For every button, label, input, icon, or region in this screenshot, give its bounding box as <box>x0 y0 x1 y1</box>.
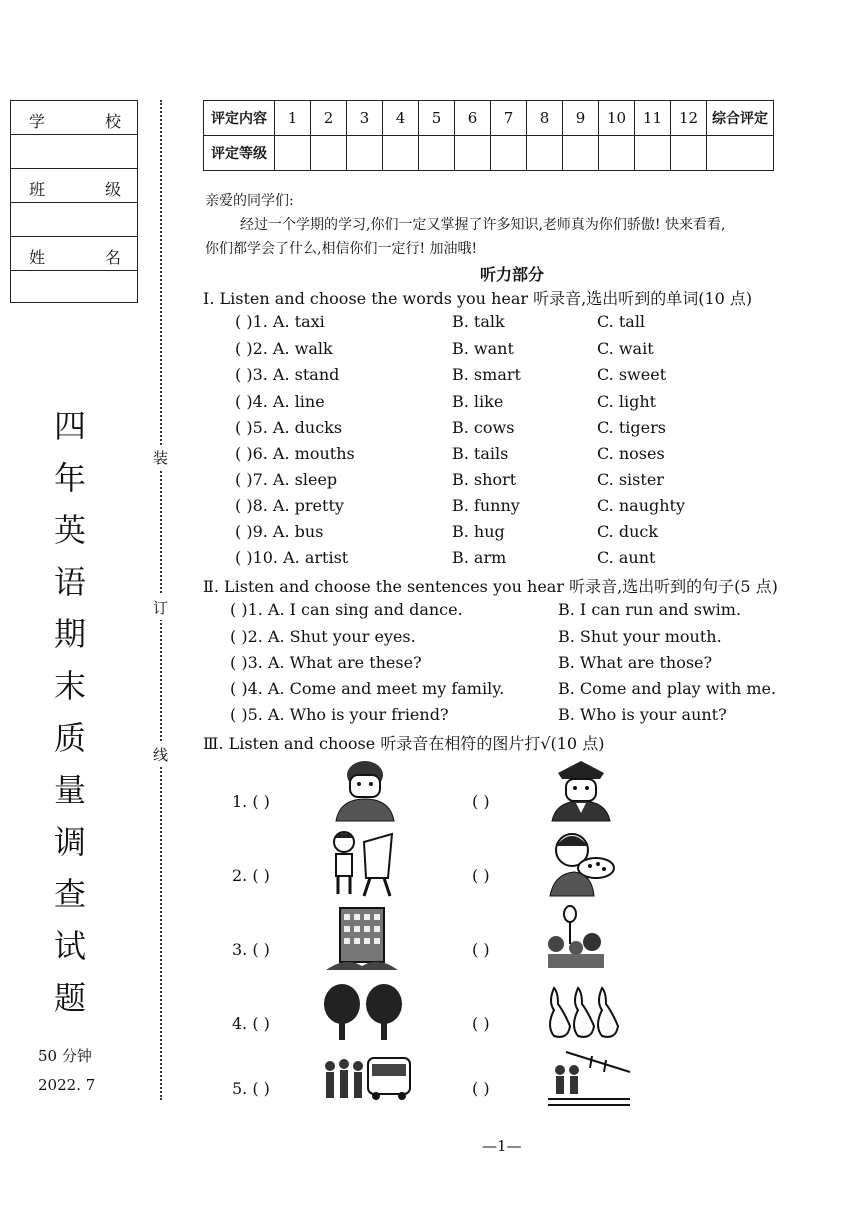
class-field[interactable] <box>11 203 137 237</box>
boy-painting-at-easel-picture <box>326 828 398 898</box>
greeting-line-3: 你们都学会了什么,相信你们一定行! 加油哦! <box>205 241 478 257</box>
title-char: 题 <box>53 979 86 1017</box>
score-overall-cell[interactable] <box>707 136 774 171</box>
score-grade-cell[interactable] <box>563 136 599 171</box>
part1-item-1-b[interactable]: B. talk <box>452 312 505 331</box>
part1-item-6-a[interactable]: ( )6. A. mouths <box>235 444 355 463</box>
part2-item-5-a[interactable]: ( )5. A. Who is your friend? <box>230 705 449 724</box>
binding-char-ding: 订 <box>153 595 168 620</box>
score-grade-cell[interactable] <box>491 136 527 171</box>
part3-item-5-right-blank[interactable]: ( ) <box>472 1079 490 1098</box>
title-char: 质 <box>53 719 86 757</box>
part1-item-7-c[interactable]: C. sister <box>597 470 664 489</box>
score-col-number: 7 <box>491 101 527 136</box>
part1-item-3-b[interactable]: B. smart <box>452 365 521 384</box>
part1-item-2-c[interactable]: C. wait <box>597 339 654 358</box>
part2-item-3-b[interactable]: B. What are those? <box>558 653 713 672</box>
title-char: 调 <box>53 823 86 861</box>
trees-picture <box>322 980 406 1042</box>
score-grade-cell[interactable] <box>635 136 671 171</box>
score-col-number: 6 <box>455 101 491 136</box>
title-char: 查 <box>53 875 86 913</box>
part1-item-4-b[interactable]: B. like <box>452 392 504 411</box>
student-info-box <box>10 100 138 303</box>
part1-item-8-b[interactable]: B. funny <box>452 496 520 515</box>
part3-item-3-left-blank[interactable]: 3. ( ) <box>232 940 270 959</box>
exam-date: 2022. 7 <box>38 1076 96 1094</box>
binding-char-zhuang: 装 <box>153 445 168 470</box>
score-col-number: 5 <box>419 101 455 136</box>
title-char: 英 <box>53 511 86 549</box>
part2-heading: Ⅱ. Listen and choose the sentences you hear 听录音,选出听到的句子(5 点) <box>203 577 778 596</box>
part2-item-5-b[interactable]: B. Who is your aunt? <box>558 705 727 724</box>
children-at-crosswalk-picture <box>546 1048 632 1108</box>
score-col-number: 12 <box>671 101 707 136</box>
title-char: 试 <box>53 927 86 965</box>
exam-duration: 50 分钟 <box>38 1047 92 1065</box>
part3-item-5-left-blank[interactable]: 5. ( ) <box>232 1079 270 1098</box>
score-grade-cell[interactable] <box>455 136 491 171</box>
score-col-number: 11 <box>635 101 671 136</box>
title-char: 四 <box>53 407 86 445</box>
title-char: 量 <box>53 771 86 809</box>
part3-item-4-left-blank[interactable]: 4. ( ) <box>232 1014 270 1033</box>
score-overall-label: 综合评定 <box>707 101 774 136</box>
score-grade-cell[interactable] <box>383 136 419 171</box>
score-col-number: 1 <box>275 101 311 136</box>
part1-heading: Ⅰ. Listen and choose the words you hear 听录音,选出听到的单词(10 点) <box>203 289 753 308</box>
tall-building-picture <box>326 904 398 972</box>
part1-item-1-a[interactable]: ( )1. A. taxi <box>235 312 325 331</box>
score-content-label: 评定内容 <box>204 101 275 136</box>
score-grade-cell[interactable] <box>311 136 347 171</box>
name-label-a: 姓 <box>29 248 46 267</box>
page-number: —1— <box>482 1137 522 1155</box>
part3-item-4-right-blank[interactable]: ( ) <box>472 1014 490 1033</box>
score-col-number: 9 <box>563 101 599 136</box>
part2-item-4-a[interactable]: ( )4. A. Come and meet my family. <box>230 679 505 698</box>
greeting-line-2: 经过一个学期的学习,你们一定又掌握了许多知识,老师真为你们骄傲! 快来看看, <box>240 217 726 233</box>
vertical-title <box>50 400 90 1024</box>
score-col-number: 10 <box>599 101 635 136</box>
soldier-picture <box>330 757 400 823</box>
boy-with-palette-picture <box>546 828 618 898</box>
part3-item-1-left-blank[interactable]: 1. ( ) <box>232 792 270 811</box>
part1-item-9-a[interactable]: ( )9. A. bus <box>235 522 324 541</box>
score-grade-cell[interactable] <box>275 136 311 171</box>
part1-item-3-c[interactable]: C. sweet <box>597 365 667 384</box>
part2-item-2-b[interactable]: B. Shut your mouth. <box>558 627 722 646</box>
school-label-a: 学 <box>29 112 46 131</box>
name-label-b: 名 <box>104 248 121 267</box>
title-char: 末 <box>53 667 86 705</box>
part1-item-2-b[interactable]: B. want <box>452 339 514 358</box>
part1-item-6-b[interactable]: B. tails <box>452 444 509 463</box>
part1-item-9-b[interactable]: B. hug <box>452 522 505 541</box>
part1-item-5-c[interactable]: C. tigers <box>597 418 666 437</box>
name-field[interactable] <box>11 271 137 302</box>
part1-item-10-b[interactable]: B. arm <box>452 548 507 567</box>
part1-item-5-b[interactable]: B. cows <box>452 418 515 437</box>
part3-item-2-left-blank[interactable]: 2. ( ) <box>232 866 270 885</box>
part1-item-8-c[interactable]: C. naughty <box>597 496 686 515</box>
part1-item-5-a[interactable]: ( )5. A. ducks <box>235 418 343 437</box>
part1-item-6-c[interactable]: C. noses <box>597 444 665 463</box>
class-label-a: 班 <box>29 180 46 199</box>
school-field[interactable] <box>11 135 137 169</box>
score-col-number: 4 <box>383 101 419 136</box>
section-title: 听力部分 <box>480 265 545 284</box>
score-col-number: 8 <box>527 101 563 136</box>
part1-item-10-c[interactable]: C. aunt <box>597 548 656 567</box>
geese-picture <box>544 982 620 1044</box>
part2-item-3-a[interactable]: ( )3. A. What are these? <box>230 653 422 672</box>
score-col-number: 3 <box>347 101 383 136</box>
part1-item-8-a[interactable]: ( )8. A. pretty <box>235 496 344 515</box>
part1-item-1-c[interactable]: C. tall <box>597 312 646 331</box>
part1-item-3-a[interactable]: ( )3. A. stand <box>235 365 340 384</box>
score-grade-cell[interactable] <box>419 136 455 171</box>
police-officer-picture <box>546 757 616 823</box>
score-table <box>203 100 774 171</box>
part1-item-4-a[interactable]: ( )4. A. line <box>235 392 325 411</box>
score-grade-label: 评定等级 <box>204 136 275 171</box>
title-char: 语 <box>53 563 86 601</box>
score-grade-cell[interactable] <box>671 136 707 171</box>
part1-item-7-b[interactable]: B. short <box>452 470 517 489</box>
part2-item-2-a[interactable]: ( )2. A. Shut your eyes. <box>230 627 416 646</box>
score-grade-cell[interactable] <box>347 136 383 171</box>
school-label-b: 校 <box>104 112 121 131</box>
part1-item-9-c[interactable]: C. duck <box>597 522 659 541</box>
part1-item-2-a[interactable]: ( )2. A. walk <box>235 339 333 358</box>
part2-item-4-b[interactable]: B. Come and play with me. <box>558 679 777 698</box>
part2-item-1-a[interactable]: ( )1. A. I can sing and dance. <box>230 600 463 619</box>
part3-item-3-right-blank[interactable]: ( ) <box>472 940 490 959</box>
score-grade-cell[interactable] <box>599 136 635 171</box>
class-label-row <box>11 169 137 203</box>
park-picture <box>546 904 606 970</box>
class-label-b: 级 <box>104 180 121 199</box>
part3-item-2-right-blank[interactable]: ( ) <box>472 866 490 885</box>
children-and-bus-picture <box>322 1052 414 1108</box>
score-grade-cell[interactable] <box>527 136 563 171</box>
name-label-row <box>11 237 137 271</box>
part2-item-1-b[interactable]: B. I can run and swim. <box>558 600 742 619</box>
part1-item-10-a[interactable]: ( )10. A. artist <box>235 548 349 567</box>
binding-char-xian: 线 <box>153 742 168 767</box>
greeting-line-1: 亲爱的同学们: <box>205 193 294 209</box>
title-char: 期 <box>53 615 86 653</box>
title-char: 年 <box>53 459 86 497</box>
part1-item-7-a[interactable]: ( )7. A. sleep <box>235 470 338 489</box>
part3-item-1-right-blank[interactable]: ( ) <box>472 792 490 811</box>
part3-heading: Ⅲ. Listen and choose 听录音在相符的图片打√(10 点) <box>203 734 605 753</box>
score-col-number: 2 <box>311 101 347 136</box>
school-label-row <box>11 101 137 135</box>
part1-item-4-c[interactable]: C. light <box>597 392 657 411</box>
